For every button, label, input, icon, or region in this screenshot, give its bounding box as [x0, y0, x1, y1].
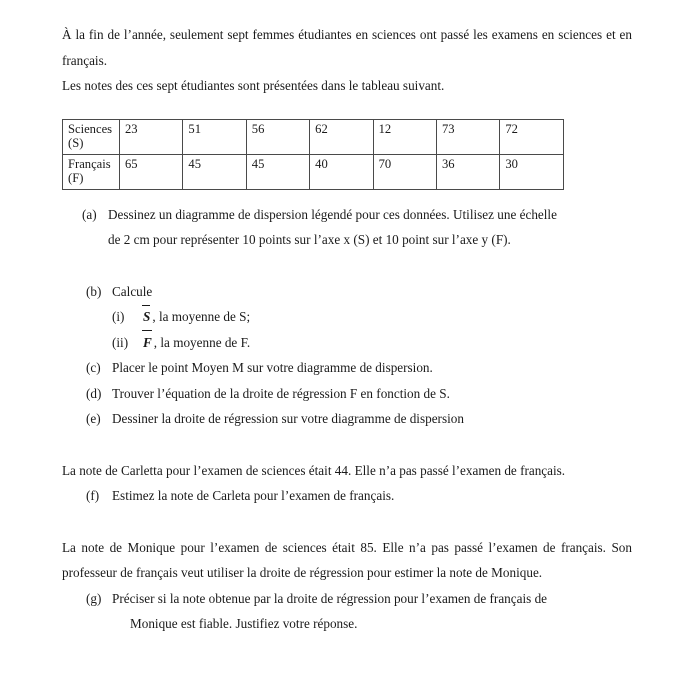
- question-text-line-2: de 2 cm pour représenter 10 points sur l’axe x (S) et 10 point sur l’axe y (F).: [108, 232, 511, 247]
- table-cell: 70: [373, 154, 436, 189]
- question-text: Trouver l’équation de la droite de régression F en fonction de S.: [112, 385, 450, 401]
- spacer-after-table: [62, 190, 632, 202]
- question-marker: (ii): [112, 334, 129, 350]
- row-symbol: (F): [68, 171, 84, 185]
- table-cell: 73: [436, 119, 499, 154]
- question-marker: (a): [82, 206, 97, 222]
- grades-table: [62, 119, 564, 190]
- question-text-line-1: Préciser si la note obtenue par la droite de régression pour l’examen de français de: [112, 590, 548, 606]
- table-cell: 36: [436, 154, 499, 189]
- row-symbol: (S): [68, 136, 84, 150]
- table-cell: 12: [373, 119, 436, 154]
- table-row: [63, 154, 564, 189]
- question-marker: (b): [86, 283, 102, 299]
- question-text: Estimez la note de Carleta pour l’examen de français.: [112, 488, 395, 503]
- question-marker: (c): [86, 360, 101, 375]
- question-item-d: [86, 381, 632, 407]
- intro-paragraph-2: Les notes des ces sept étudiantes sont présentées dans le tableau suivant.: [62, 78, 445, 93]
- question-item-b-i: [112, 304, 632, 330]
- intro-paragraph-1: À la fin de l’année, seulement sept femmes étudiantes en sciences ont passé les examens en sciences et en français.: [62, 27, 632, 68]
- question-item-g: [86, 586, 632, 637]
- mean-symbol-f: F: [142, 330, 153, 356]
- question-text: Dessiner la droite de régression sur votre diagramme de dispersion: [112, 411, 464, 426]
- table-cell: 62: [310, 119, 373, 154]
- table-cell: 72: [500, 119, 563, 154]
- spacer-before-b: [62, 253, 632, 279]
- carletta-paragraph: La note de Carletta pour l’examen de sciences était 44. Elle n’a pas passé l’examen de français.: [62, 462, 566, 478]
- question-text: Calcule: [112, 283, 153, 299]
- table-cell: 65: [120, 154, 183, 189]
- row-header-francais: [63, 154, 120, 189]
- row-label: Français: [68, 156, 111, 171]
- table-cell: 51: [183, 119, 246, 154]
- table-cell: 45: [183, 154, 246, 189]
- mean-symbol-s: S: [142, 304, 151, 330]
- table-cell: 23: [120, 119, 183, 154]
- question-text-line-1: Dessinez un diagramme de dispersion légendé pour ces données. Utilisez une échelle: [108, 206, 557, 222]
- question-marker: (f): [86, 488, 100, 503]
- table-cell: 40: [310, 154, 373, 189]
- question-marker: (g): [86, 590, 102, 606]
- question-item-a: [82, 202, 632, 253]
- table-cell: 30: [500, 154, 563, 189]
- question-text: Placer le point Moyen M sur votre diagramme de dispersion.: [112, 360, 433, 375]
- spacer-before-carletta: [62, 432, 632, 458]
- question-marker: (e): [86, 411, 101, 426]
- table-row: [63, 119, 564, 154]
- question-marker: (i): [112, 309, 125, 324]
- question-marker: (d): [86, 385, 102, 401]
- question-text: , la moyenne de S;: [152, 309, 251, 324]
- question-item-b-ii: [112, 330, 632, 356]
- monique-paragraph: La note de Monique pour l’examen de sciences était 85. Elle n’a pas passé l’examen de français. Son professeur de français veut utiliser la droite de régression pour estimer la note de Monique.: [62, 539, 632, 580]
- table-cell: 56: [246, 119, 309, 154]
- spacer-before-monique: [62, 509, 632, 535]
- row-label: Sciences: [68, 121, 113, 136]
- question-item-b: [86, 279, 632, 305]
- question-item-e: [86, 406, 632, 432]
- row-header-sciences: [63, 119, 120, 154]
- question-list-primary: [62, 202, 632, 432]
- question-text-line-2: Monique est fiable. Justifiez votre réponse.: [130, 616, 358, 631]
- question-item-f: [86, 483, 632, 509]
- question-text: , la moyenne de F.: [153, 334, 251, 350]
- table-cell: 45: [246, 154, 309, 189]
- spacer-before-table: [62, 99, 632, 119]
- question-item-c: [86, 355, 632, 381]
